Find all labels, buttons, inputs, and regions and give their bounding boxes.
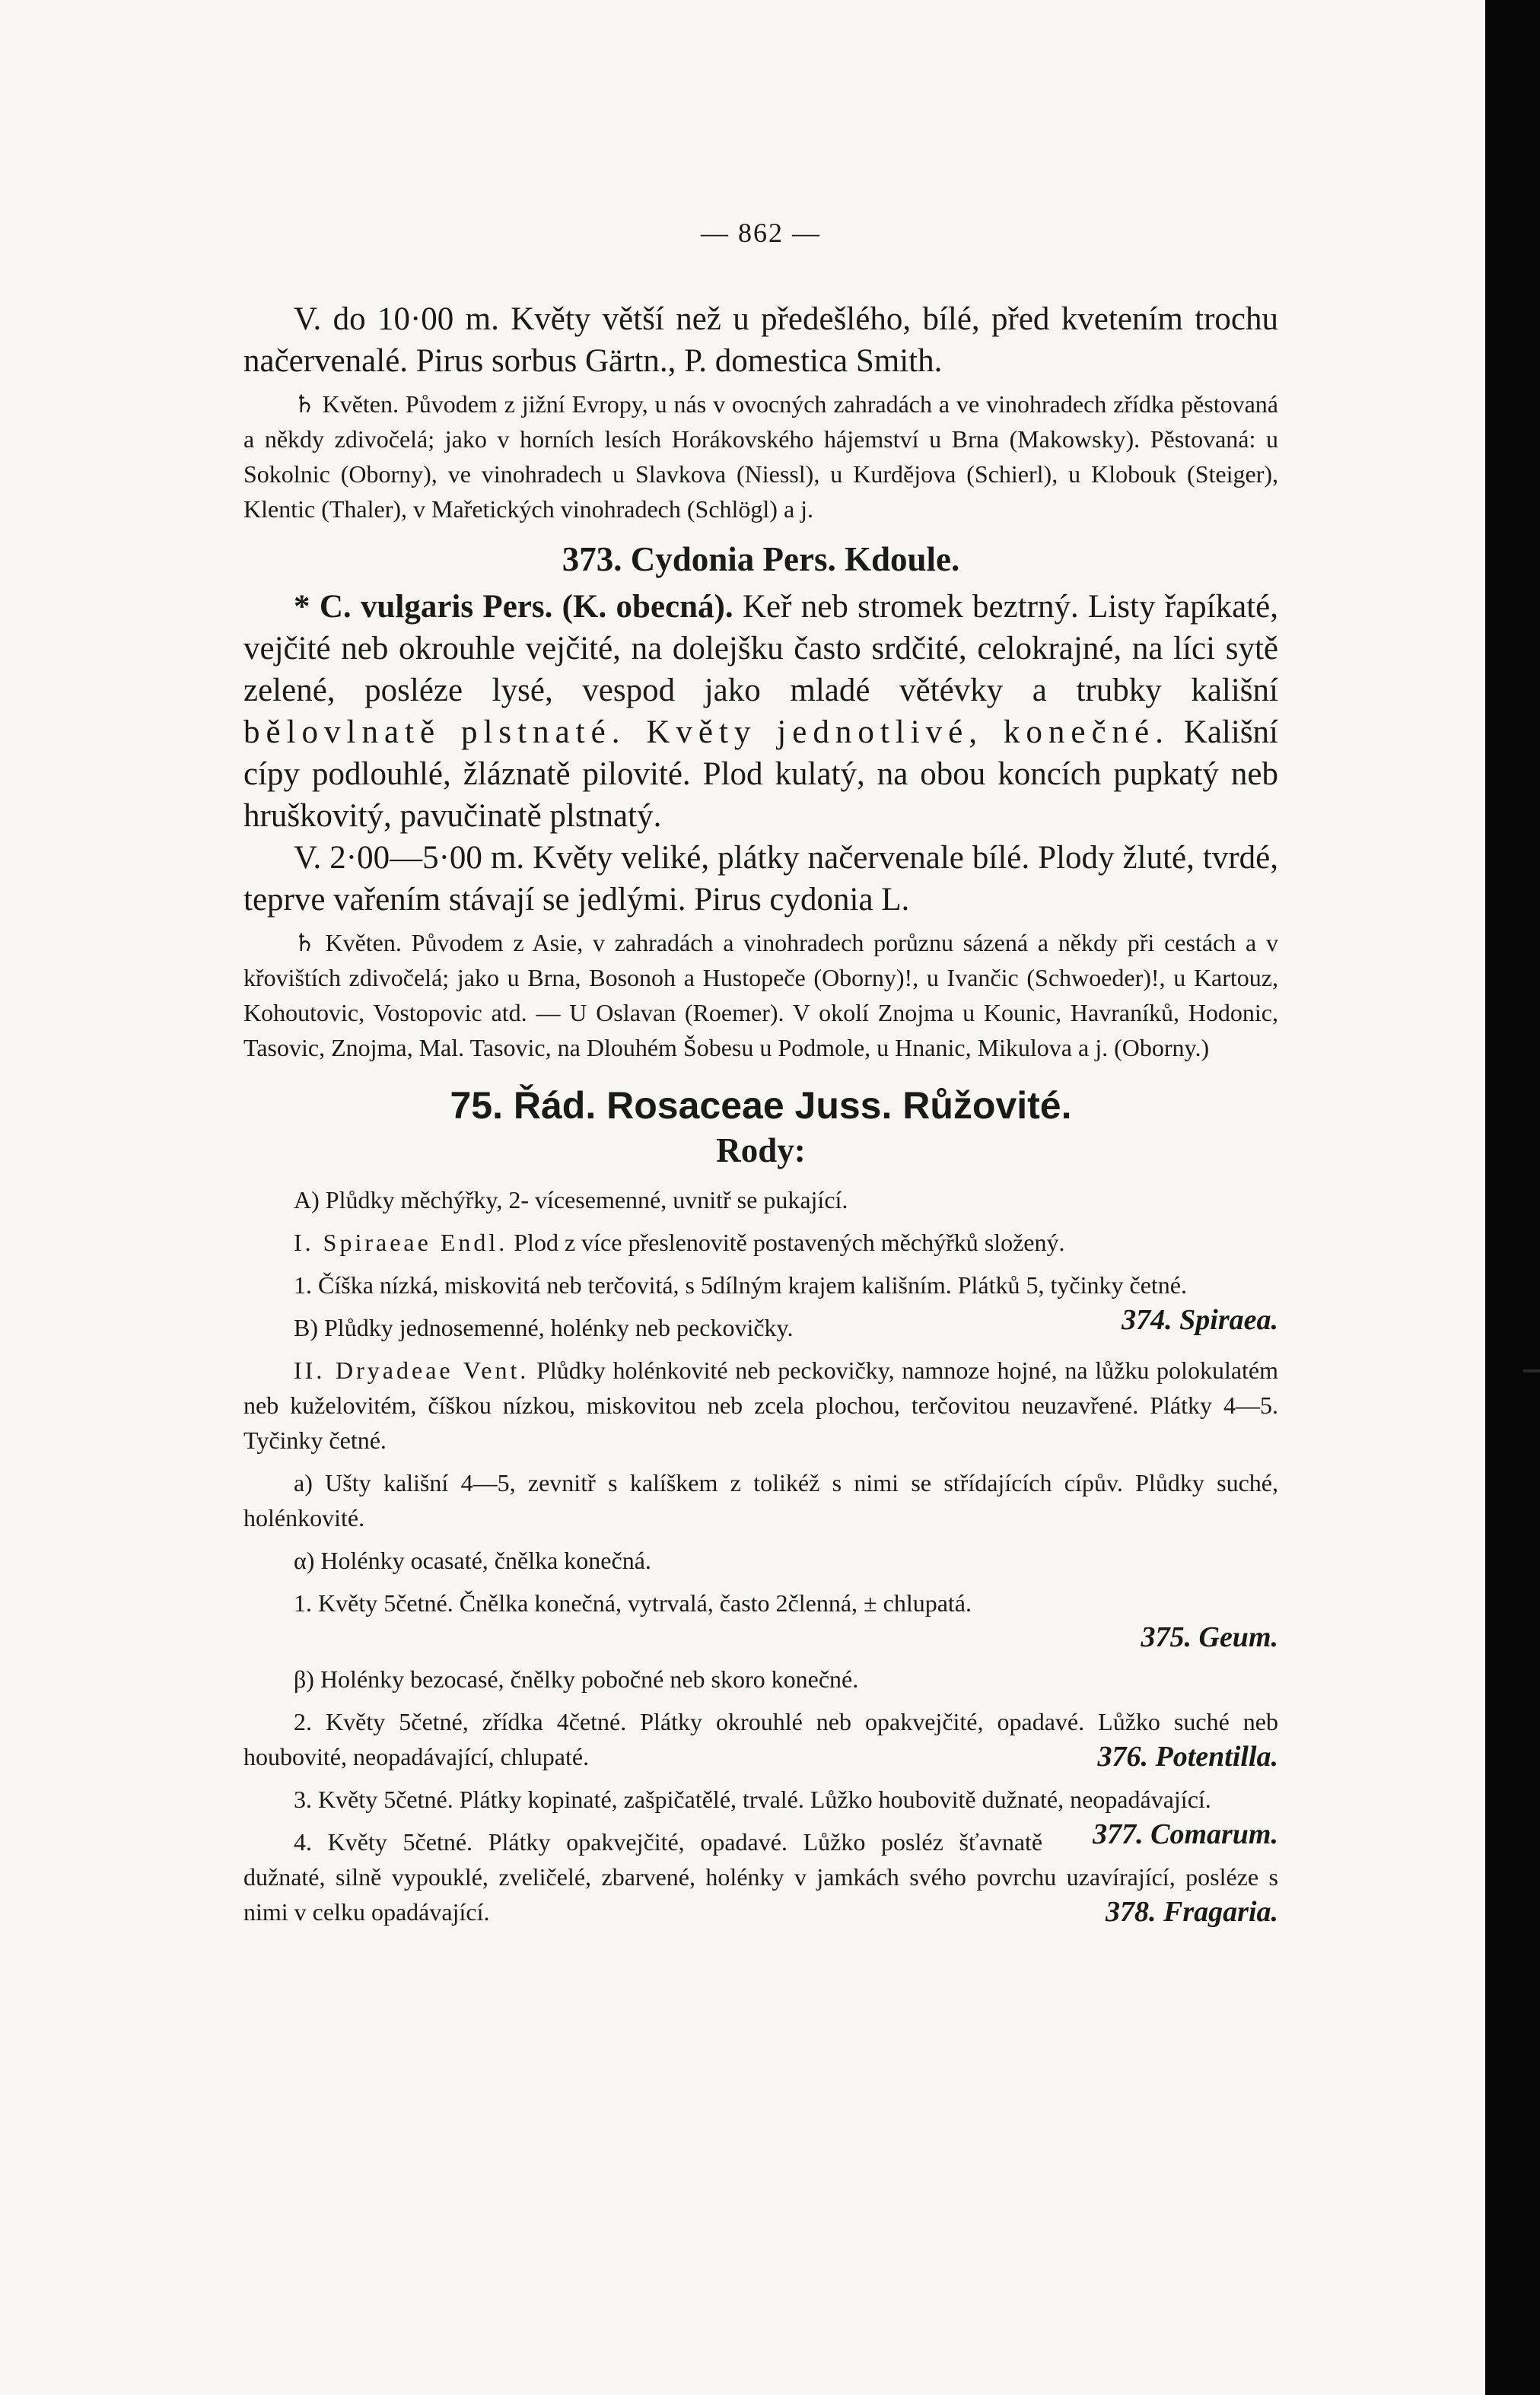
prev-entry-description: V. do 10·00 m. Květy větší než u předešlého, bílé, před kvetením trochu načervenalé. Pirus sorbus Gärtn., P. domestica Smith. bbox=[243, 301, 1278, 379]
key-entry-2 bbox=[243, 1704, 1278, 1774]
genus-heading-cydonia: 373. Cydonia Pers. Kdoule. bbox=[562, 540, 960, 578]
key-entry-II-lead: II. Dryadeae Vent. bbox=[294, 1357, 530, 1384]
genera-heading: Rody: bbox=[716, 1131, 806, 1169]
key-entry-1a-text: 1. Číška nízká, miskovitá neb terčovitá, s 5dílným krajem kališním. Plátků 5, tyčinky četné. bbox=[294, 1271, 1187, 1299]
scan-dark-edge bbox=[1485, 0, 1540, 2395]
key-entry-a: a) Ušty kališní 4—5, zevnitř s kalíškem z tolikéž s nimi se střídajících cípův. Plůdky suché, holénkovité. bbox=[243, 1469, 1278, 1531]
species-dimensions: V. 2·00—5·00 m. Květy veliké, plátky načervenale bílé. Plody žluté, tvrdé, teprve vařením stávají se jedlými. Pirus cydonia L. bbox=[243, 840, 1278, 918]
key-entry-I-text: Plod z více přeslenovitě postavených měchýřků složený. bbox=[514, 1229, 1065, 1256]
page-text bbox=[243, 217, 1278, 1937]
scan-edge-mark bbox=[1523, 1369, 1540, 1372]
key-entry-II-text: Plůdky holénkovité neb peckovičky, namnoze hojné, na lůžku polokulatém neb kuželovitém, číškou nízkou, miskovitou neb zcela plochou, terčovitou neuzavřené. Plátky 4—5. Tyčinky četné. bbox=[243, 1357, 1279, 1454]
key-entry-1b-text: 1. Květy 5četné. Čnělka konečná, vytrvalá, často 2členná, ± chlupatá. bbox=[294, 1589, 972, 1617]
page-number: — 862 — bbox=[701, 218, 821, 248]
key-entry-I-lead: I. Spiraeae Endl. bbox=[294, 1229, 508, 1256]
key-entry-4-text: 4. Květy 5četné. Plátky opakvejčité, opadavé. Lůžko posléz šťavnatě dužnaté, silně vypouklé, zveličelé, zbarvené, holénky v jamkách svého povrchu uzavírající, posléze s nimi v celku opadávající. bbox=[243, 1828, 1278, 1926]
species-habitat: ♄ Květen. Původem z Asie, v zahradách a vinohradech porůznu sázená a někdy při cestách a v křovištích zdivočelá; jako u Brna, Bosonoh a Hustopeče (Oborny)!, u Ivančic (Schwoeder)!, u Kartouz, Kohoutovic, Vostopovic atd. — U Oslavan (Roemer). V okolí Znojma u Kounic, Havraníků, Hodonic, Tasovic, Znojma, Mal. Tasovic, na Dlouhém Šobesu u Podmole, u Hnanic, Mikulova a j. (Oborny.) bbox=[243, 929, 1278, 1061]
key-entry-2-text: 2. Květy 5četné, zřídka 4četné. Plátky okrouhlé neb opakvejčité, opadavé. Lůžko suché neb houbovité, neopadávající, chlupaté. bbox=[243, 1708, 1278, 1770]
species-desc-2: Kališní cípy podlouhlé, žláznatě pilovité. Plod kulatý, na obou koncích pupkatý neb hruškovitý, pavučinatě plstnatý. bbox=[243, 714, 1278, 834]
key-entry-A: A) Plůdky měchýřky, 2- vícesemenné, uvnitř se pukající. bbox=[294, 1186, 848, 1213]
key-entry-3 bbox=[243, 1782, 1278, 1850]
genus-ref-spiraea: 374. Spiraea. bbox=[1122, 1304, 1278, 1336]
key-entry-II bbox=[243, 1353, 1278, 1458]
genus-ref-comarum: 377. Comarum. bbox=[1093, 1818, 1278, 1850]
key-entry-beta: β) Holénky bezocasé, čnělky pobočné neb skoro konečné. bbox=[294, 1665, 859, 1693]
order-heading: 75. Řád. Rosaceae Juss. Růžovité. bbox=[450, 1084, 1072, 1127]
key-entry-3-text: 3. Květy 5četné. Plátky kopinaté, zašpičatělé, trvalé. Lůžko houbovitě dužnaté, neopadávající. bbox=[294, 1786, 1211, 1813]
key-entry-I bbox=[243, 1225, 1278, 1260]
prev-entry-habitat: ♄ Květen. Původem z jižní Evropy, u nás v ovocných zahradách a ve vinohradech zřídka pěstovaná a někdy zdivočelá; jako v horních lesích Horákovského hájemství u Brna (Makowsky). Pěstovaná: u Sokolnic (Oborny), ve vinohradech u Slavkova (Niessl), u Kurdějova (Schierl), u Klobouk (Steiger), Klentic (Thaler), v Mařetických vinohradech (Schlögl) a j. bbox=[243, 390, 1278, 523]
species-desc-spaced: bělovlnatě plstnaté. Květy jednotlivé, konečné. bbox=[243, 714, 1169, 750]
species-name: * C. vulgaris Pers. (K. obecná). bbox=[294, 589, 733, 625]
species-description bbox=[243, 586, 1278, 837]
genus-ref-fragaria: 378. Fragaria. bbox=[1106, 1896, 1278, 1928]
key-entry-alpha: α) Holénky ocasaté, čnělka konečná. bbox=[294, 1547, 651, 1574]
genus-ref-potentilla: 376. Potentilla. bbox=[1097, 1741, 1278, 1773]
key-entry-B: B) Plůdky jednosemenné, holénky neb peckovičky. bbox=[294, 1314, 794, 1341]
genus-ref-geum: 375. Geum. bbox=[1141, 1621, 1278, 1653]
species-desc-1: Keř neb stromek beztrný. Listy řapíkaté, vejčité neb okrouhle vejčité, na dolejšku často srdčité, celokrajné, na líci sytě zelené, posléze lysé, vespod jako mladé větévky a trubky kališní bbox=[243, 589, 1278, 708]
key-entry-1b bbox=[243, 1586, 1278, 1654]
